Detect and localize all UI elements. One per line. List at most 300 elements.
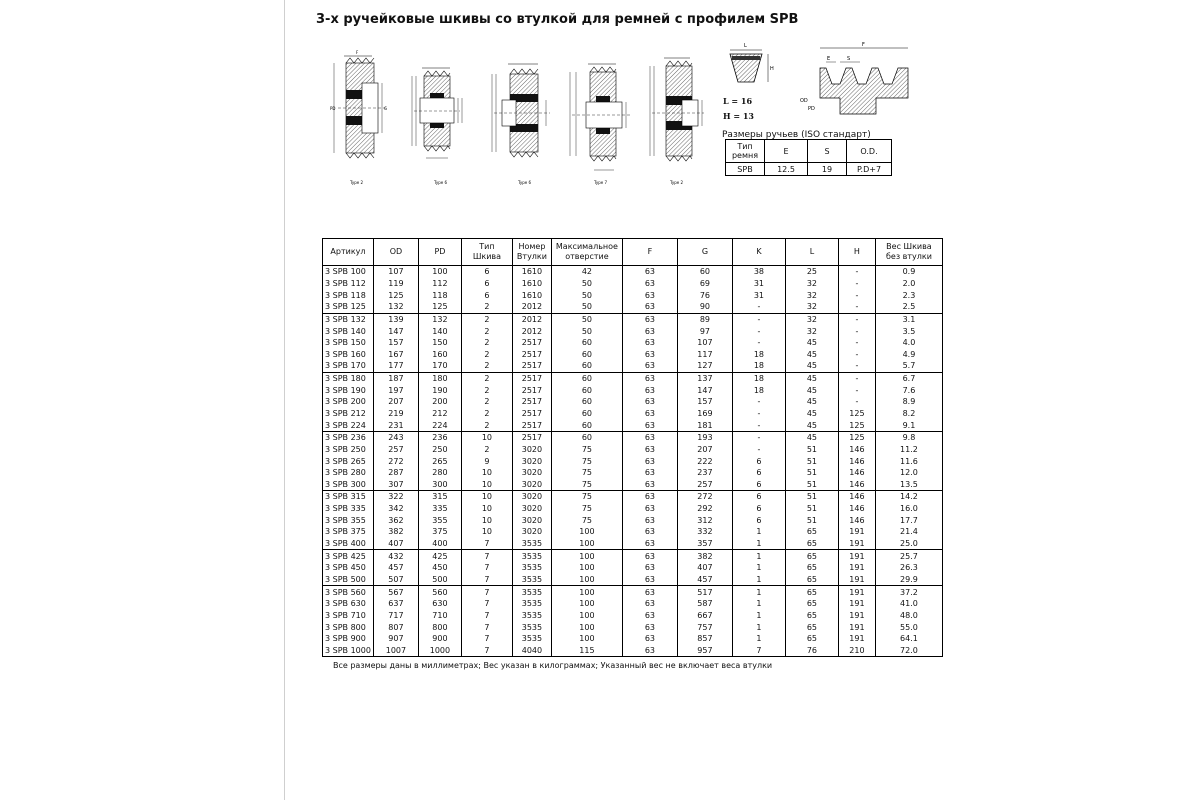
- table-cell: 2: [461, 372, 512, 384]
- table-row: [323, 574, 943, 586]
- table-row: [323, 610, 943, 622]
- table-cell: 32: [785, 301, 838, 313]
- table-cell: 7: [732, 645, 785, 657]
- table-cell: 265: [418, 455, 461, 467]
- table-cell: 3.5: [875, 325, 942, 337]
- table-cell: 2: [461, 348, 512, 360]
- table-cell: 69: [677, 278, 732, 290]
- table-cell: 3 SPB 125: [323, 301, 374, 313]
- table-cell: 100: [551, 621, 622, 633]
- table-row: [323, 598, 943, 610]
- table-cell: 7: [461, 645, 512, 657]
- table-cell: 55.0: [875, 621, 942, 633]
- table-cell: 51: [785, 455, 838, 467]
- table-cell: 29.9: [875, 574, 942, 586]
- pulley-drawing-2: [412, 68, 462, 185]
- table-cell: 357: [677, 538, 732, 550]
- table-row: [323, 633, 943, 645]
- table-cell: 3 SPB 160: [323, 348, 374, 360]
- table-cell: 3 SPB 224: [323, 419, 374, 431]
- table-cell: -: [838, 360, 875, 372]
- table-cell: 6: [732, 514, 785, 526]
- table-cell: -: [838, 396, 875, 408]
- table-cell: 37.2: [875, 586, 942, 598]
- table-cell: 14.2: [875, 491, 942, 503]
- table-cell: 65: [785, 574, 838, 586]
- table-cell: 45: [785, 408, 838, 420]
- table-cell: 50: [551, 289, 622, 301]
- col-header-weight: Вес Шкива без втулки: [875, 239, 942, 266]
- table-cell: 125: [373, 289, 418, 301]
- table-cell: -: [838, 372, 875, 384]
- table-cell: 100: [551, 538, 622, 550]
- table-cell: 6: [732, 491, 785, 503]
- table-cell: 2517: [512, 337, 551, 349]
- table-cell: 191: [838, 610, 875, 622]
- table-cell: 45: [785, 384, 838, 396]
- table-cell: 219: [373, 408, 418, 420]
- svg-text:Type 7: Type 7: [594, 180, 608, 185]
- table-cell: 3 SPB 710: [323, 610, 374, 622]
- table-cell: 26.3: [875, 562, 942, 574]
- table-cell: 2: [461, 396, 512, 408]
- table-cell: 63: [622, 574, 677, 586]
- table-cell: 190: [418, 384, 461, 396]
- table-cell: 3 SPB 335: [323, 503, 374, 515]
- table-cell: 76: [677, 289, 732, 301]
- table-cell: 10: [461, 431, 512, 443]
- table-cell: 667: [677, 610, 732, 622]
- table-row: [323, 266, 943, 278]
- pulley-drawing-5: [650, 58, 704, 185]
- table-row: [323, 503, 943, 515]
- table-cell: 800: [418, 621, 461, 633]
- table-cell: 63: [622, 503, 677, 515]
- table-cell: 287: [373, 467, 418, 479]
- table-cell: 146: [838, 467, 875, 479]
- table-cell: 119: [373, 278, 418, 290]
- table-cell: 50: [551, 301, 622, 313]
- table-cell: 90: [677, 301, 732, 313]
- table-cell: 907: [373, 633, 418, 645]
- table-cell: 507: [373, 574, 418, 586]
- table-cell: 637: [373, 598, 418, 610]
- table-cell: -: [732, 301, 785, 313]
- table-cell: 63: [622, 360, 677, 372]
- col-header-max-bore: Максимальное отверстие: [551, 239, 622, 266]
- table-cell: 63: [622, 372, 677, 384]
- table-cell: 63: [622, 491, 677, 503]
- table-row: [323, 467, 943, 479]
- belt-dimension-h: H = 13: [723, 111, 754, 121]
- table-row: [323, 538, 943, 550]
- table-cell: 117: [677, 348, 732, 360]
- table-cell: 4.0: [875, 337, 942, 349]
- table-cell: 0.9: [875, 266, 942, 278]
- table-cell: 115: [551, 645, 622, 657]
- table-cell: 3 SPB 375: [323, 526, 374, 538]
- table-cell: 181: [677, 419, 732, 431]
- table-cell: 191: [838, 562, 875, 574]
- table-cell: 7: [461, 550, 512, 562]
- table-cell: 132: [373, 301, 418, 313]
- table-cell: 191: [838, 526, 875, 538]
- footnote: Все размеры даны в миллиметрах; Вес указан в килограммах; Указанный вес не включает веса втулки: [333, 661, 773, 670]
- col-header-k: K: [732, 239, 785, 266]
- table-cell: 112: [418, 278, 461, 290]
- table-cell: 100: [418, 266, 461, 278]
- table-cell: 75: [551, 479, 622, 491]
- table-cell: 2517: [512, 348, 551, 360]
- table-row: [323, 337, 943, 349]
- table-cell: 1: [732, 586, 785, 598]
- table-cell: 42: [551, 266, 622, 278]
- table-cell: -: [732, 325, 785, 337]
- table-row: [323, 408, 943, 420]
- table-cell: 187: [373, 372, 418, 384]
- table-cell: 65: [785, 538, 838, 550]
- table-cell: 191: [838, 633, 875, 645]
- table-cell: 157: [373, 337, 418, 349]
- table-cell: 710: [418, 610, 461, 622]
- table-cell: 65: [785, 621, 838, 633]
- table-cell: 1610: [512, 289, 551, 301]
- table-cell: 6: [461, 289, 512, 301]
- table-cell: 560: [418, 586, 461, 598]
- table-cell: 51: [785, 503, 838, 515]
- col-header-article: Артикул: [323, 239, 374, 266]
- table-cell: 100: [551, 633, 622, 645]
- table-cell: 107: [373, 266, 418, 278]
- table-cell: 457: [373, 562, 418, 574]
- table-cell: -: [838, 278, 875, 290]
- table-cell: 63: [622, 538, 677, 550]
- table-cell: 355: [418, 514, 461, 526]
- table-cell: 65: [785, 633, 838, 645]
- table-cell: 2: [461, 384, 512, 396]
- svg-text:Type 2: Type 2: [670, 180, 684, 185]
- table-cell: 2: [461, 360, 512, 372]
- table-cell: 2: [461, 408, 512, 420]
- table-row: [323, 645, 943, 657]
- table-cell: 3535: [512, 633, 551, 645]
- col-header-bushing-number: Номер Втулки: [512, 239, 551, 266]
- table-cell: 45: [785, 396, 838, 408]
- table-cell: 212: [418, 408, 461, 420]
- table-cell: 257: [373, 444, 418, 456]
- table-cell: -: [838, 313, 875, 325]
- table-cell: 3020: [512, 526, 551, 538]
- table-cell: 6: [461, 278, 512, 290]
- table-cell: 3 SPB 400: [323, 538, 374, 550]
- table-cell: 146: [838, 503, 875, 515]
- table-cell: 300: [418, 479, 461, 491]
- table-cell: 3020: [512, 467, 551, 479]
- table-cell: 2: [461, 419, 512, 431]
- table-cell: 957: [677, 645, 732, 657]
- table-cell: 48.0: [875, 610, 942, 622]
- table-cell: 312: [677, 514, 732, 526]
- svg-text:PD: PD: [330, 106, 336, 111]
- table-cell: 63: [622, 598, 677, 610]
- table-cell: -: [838, 348, 875, 360]
- table-cell: 140: [418, 325, 461, 337]
- table-cell: 18: [732, 348, 785, 360]
- table-cell: -: [838, 337, 875, 349]
- table-cell: 5.7: [875, 360, 942, 372]
- table-cell: 3 SPB 200: [323, 396, 374, 408]
- table-row: [323, 278, 943, 290]
- table-cell: 6.7: [875, 372, 942, 384]
- col-header-pulley-type: Тип Шкива: [461, 239, 512, 266]
- table-cell: 3 SPB 150: [323, 337, 374, 349]
- table-cell: 9: [461, 455, 512, 467]
- table-cell: 51: [785, 467, 838, 479]
- table-cell: 63: [622, 419, 677, 431]
- table-row: [323, 526, 943, 538]
- table-cell: 12.0: [875, 467, 942, 479]
- belt-dimension-l: L = 16: [723, 96, 753, 106]
- table-cell: 25: [785, 266, 838, 278]
- table-cell: 180: [418, 372, 461, 384]
- table-cell: 3020: [512, 455, 551, 467]
- table-cell: 150: [418, 337, 461, 349]
- table-cell: 75: [551, 503, 622, 515]
- table-cell: 587: [677, 598, 732, 610]
- table-cell: 137: [677, 372, 732, 384]
- table-cell: 6: [732, 467, 785, 479]
- pulley-spec-table: [322, 238, 943, 657]
- table-cell: 1: [732, 550, 785, 562]
- table-cell: 100: [551, 586, 622, 598]
- svg-text:Type 6: Type 6: [434, 180, 448, 185]
- table-cell: 280: [418, 467, 461, 479]
- table-cell: 3535: [512, 562, 551, 574]
- table-cell: -: [838, 266, 875, 278]
- table-cell: 3 SPB 180: [323, 372, 374, 384]
- table-cell: 100: [551, 598, 622, 610]
- table-cell: 60: [551, 348, 622, 360]
- table-cell: 63: [622, 562, 677, 574]
- table-cell: 237: [677, 467, 732, 479]
- table-cell: 63: [622, 550, 677, 562]
- table-cell: 125: [838, 408, 875, 420]
- table-cell: 65: [785, 526, 838, 538]
- iso-header-s: S: [808, 140, 847, 163]
- table-cell: 10: [461, 514, 512, 526]
- table-row: [323, 431, 943, 443]
- table-cell: 3020: [512, 503, 551, 515]
- table-row: [323, 360, 943, 372]
- table-cell: 169: [677, 408, 732, 420]
- table-cell: 332: [677, 526, 732, 538]
- col-header-l: L: [785, 239, 838, 266]
- table-cell: -: [732, 313, 785, 325]
- pulley-drawing-4: [570, 64, 630, 185]
- table-cell: 250: [418, 444, 461, 456]
- table-cell: 21.4: [875, 526, 942, 538]
- table-cell: 7: [461, 574, 512, 586]
- table-cell: 4.9: [875, 348, 942, 360]
- table-cell: 50: [551, 278, 622, 290]
- table-cell: 2: [461, 301, 512, 313]
- table-cell: 7: [461, 633, 512, 645]
- svg-text:Type 2: Type 2: [350, 180, 364, 185]
- table-cell: 3 SPB 190: [323, 384, 374, 396]
- table-cell: 45: [785, 372, 838, 384]
- table-cell: 3020: [512, 514, 551, 526]
- table-cell: 60: [551, 396, 622, 408]
- table-cell: 2.5: [875, 301, 942, 313]
- table-cell: 167: [373, 348, 418, 360]
- table-cell: 191: [838, 550, 875, 562]
- table-cell: 3020: [512, 444, 551, 456]
- table-cell: 807: [373, 621, 418, 633]
- table-cell: 1: [732, 562, 785, 574]
- table-cell: 8.2: [875, 408, 942, 420]
- table-cell: 63: [622, 444, 677, 456]
- table-cell: 60: [551, 372, 622, 384]
- table-cell: 3 SPB 265: [323, 455, 374, 467]
- table-cell: 10: [461, 503, 512, 515]
- table-cell: 8.9: [875, 396, 942, 408]
- table-cell: 63: [622, 408, 677, 420]
- table-cell: 3 SPB 355: [323, 514, 374, 526]
- table-cell: 257: [677, 479, 732, 491]
- table-cell: 3535: [512, 586, 551, 598]
- table-cell: 146: [838, 491, 875, 503]
- col-header-f: F: [622, 239, 677, 266]
- table-cell: 2517: [512, 419, 551, 431]
- table-cell: 75: [551, 467, 622, 479]
- iso-header-belt-type: Тип ремня: [726, 140, 765, 163]
- iso-cell-belt-type: SPB: [726, 163, 765, 176]
- table-cell: 7: [461, 621, 512, 633]
- table-cell: 857: [677, 633, 732, 645]
- table-row: [323, 562, 943, 574]
- table-cell: -: [732, 396, 785, 408]
- table-cell: 10: [461, 526, 512, 538]
- table-cell: 2517: [512, 384, 551, 396]
- table-cell: 307: [373, 479, 418, 491]
- table-cell: 191: [838, 621, 875, 633]
- table-cell: 31: [732, 289, 785, 301]
- table-cell: 63: [622, 431, 677, 443]
- col-header-od: OD: [373, 239, 418, 266]
- table-cell: 75: [551, 455, 622, 467]
- table-cell: 177: [373, 360, 418, 372]
- table-cell: 7: [461, 562, 512, 574]
- table-cell: 3535: [512, 610, 551, 622]
- col-header-g: G: [677, 239, 732, 266]
- svg-text:H: H: [770, 66, 774, 72]
- table-cell: 3.1: [875, 313, 942, 325]
- pulley-drawing-1: [330, 50, 387, 185]
- table-cell: 75: [551, 491, 622, 503]
- table-cell: 63: [622, 645, 677, 657]
- table-cell: 3535: [512, 550, 551, 562]
- table-cell: 335: [418, 503, 461, 515]
- table-cell: 63: [622, 633, 677, 645]
- table-cell: 2517: [512, 408, 551, 420]
- iso-cell-s: 19: [808, 163, 847, 176]
- table-cell: 50: [551, 325, 622, 337]
- table-cell: 425: [418, 550, 461, 562]
- table-cell: 100: [551, 574, 622, 586]
- table-cell: 2517: [512, 372, 551, 384]
- table-cell: 1000: [418, 645, 461, 657]
- table-cell: 3 SPB 170: [323, 360, 374, 372]
- table-cell: 200: [418, 396, 461, 408]
- table-cell: 3 SPB 560: [323, 586, 374, 598]
- table-cell: 63: [622, 514, 677, 526]
- table-cell: 11.2: [875, 444, 942, 456]
- table-cell: 1610: [512, 266, 551, 278]
- table-row: [323, 372, 943, 384]
- table-cell: 51: [785, 444, 838, 456]
- table-cell: 31: [732, 278, 785, 290]
- svg-text:E: E: [827, 56, 831, 62]
- table-cell: 60: [551, 431, 622, 443]
- table-cell: 2012: [512, 325, 551, 337]
- table-cell: 157: [677, 396, 732, 408]
- table-cell: 450: [418, 562, 461, 574]
- table-cell: 3 SPB 1000: [323, 645, 374, 657]
- table-cell: 125: [838, 431, 875, 443]
- table-cell: 191: [838, 586, 875, 598]
- table-cell: 1: [732, 574, 785, 586]
- table-cell: 147: [677, 384, 732, 396]
- table-cell: 1: [732, 610, 785, 622]
- table-cell: 18: [732, 384, 785, 396]
- table-cell: 60: [551, 337, 622, 349]
- table-cell: 243: [373, 431, 418, 443]
- table-cell: 224: [418, 419, 461, 431]
- table-cell: 146: [838, 455, 875, 467]
- table-cell: 222: [677, 455, 732, 467]
- groove-profile-drawing: [800, 42, 908, 114]
- table-cell: 63: [622, 621, 677, 633]
- table-cell: 197: [373, 384, 418, 396]
- table-cell: 210: [838, 645, 875, 657]
- table-cell: 407: [677, 562, 732, 574]
- table-cell: 147: [373, 325, 418, 337]
- table-cell: 51: [785, 514, 838, 526]
- table-cell: 2.3: [875, 289, 942, 301]
- table-cell: 97: [677, 325, 732, 337]
- table-cell: 3 SPB 280: [323, 467, 374, 479]
- table-row: [323, 301, 943, 313]
- table-row: [323, 313, 943, 325]
- table-cell: 72.0: [875, 645, 942, 657]
- table-cell: 342: [373, 503, 418, 515]
- table-cell: 272: [677, 491, 732, 503]
- table-cell: 3 SPB 236: [323, 431, 374, 443]
- table-cell: 1: [732, 526, 785, 538]
- table-cell: 63: [622, 278, 677, 290]
- table-cell: -: [838, 301, 875, 313]
- table-row: [323, 621, 943, 633]
- table-cell: 567: [373, 586, 418, 598]
- table-cell: 50: [551, 313, 622, 325]
- table-cell: 63: [622, 586, 677, 598]
- table-cell: 315: [418, 491, 461, 503]
- table-cell: 3 SPB 112: [323, 278, 374, 290]
- table-cell: 3 SPB 132: [323, 313, 374, 325]
- pulley-drawing-3: [492, 64, 550, 185]
- table-cell: 191: [838, 538, 875, 550]
- table-cell: -: [732, 444, 785, 456]
